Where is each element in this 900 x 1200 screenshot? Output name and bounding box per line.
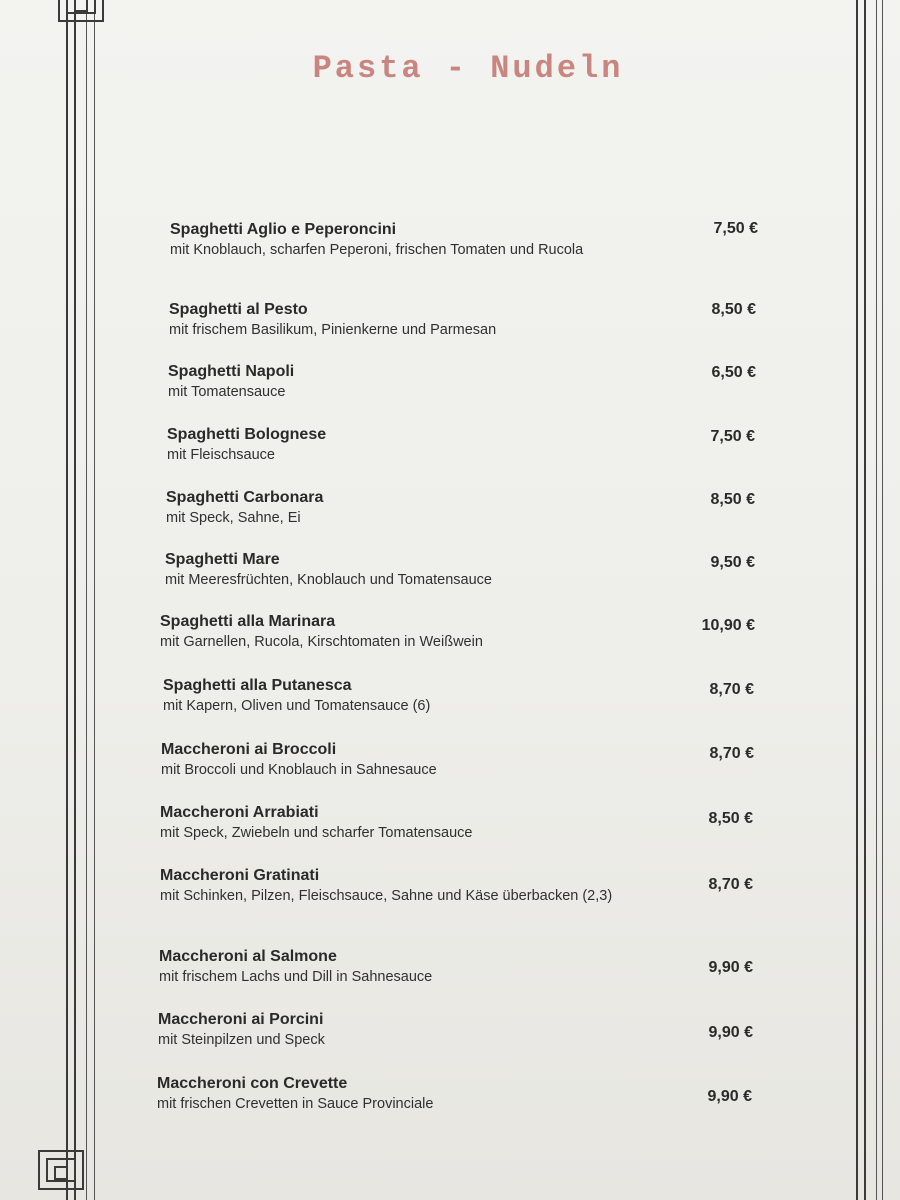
item-description: mit Knoblauch, scharfen Peperoni, frischen Tomaten und Rucola bbox=[170, 242, 584, 258]
item-name: Maccheroni al Salmone bbox=[159, 948, 337, 965]
item-description: mit Garnellen, Rucola, Kirschtomaten in Weißwein bbox=[160, 634, 483, 650]
item-name: Spaghetti alla Marinara bbox=[160, 613, 336, 630]
item-price: 9,90 € bbox=[708, 959, 753, 976]
item-description: mit frischen Crevetten in Sauce Provinciale bbox=[157, 1096, 434, 1112]
item-name: Spaghetti al Pesto bbox=[169, 301, 308, 318]
item-price: 8,70 € bbox=[709, 681, 754, 698]
item-name: Maccheroni ai Porcini bbox=[158, 1011, 324, 1028]
item-name: Spaghetti Mare bbox=[165, 551, 280, 568]
item-description: mit Kapern, Oliven und Tomatensauce (6) bbox=[163, 698, 431, 714]
item-price: 8,50 € bbox=[710, 491, 755, 508]
item-name: Spaghetti Carbonara bbox=[166, 489, 324, 506]
item-price: 10,90 € bbox=[701, 617, 755, 634]
item-price: 9,50 € bbox=[710, 554, 755, 571]
item-name: Spaghetti Bolognese bbox=[167, 426, 327, 443]
item-price: 9,90 € bbox=[707, 1088, 752, 1105]
item-description: mit Speck, Sahne, Ei bbox=[166, 510, 301, 526]
item-description: mit Tomatensauce bbox=[168, 384, 286, 400]
item-description: mit Meeresfrüchten, Knoblauch und Tomatensauce bbox=[165, 572, 492, 588]
item-price: 8,70 € bbox=[709, 745, 754, 762]
item-name: Spaghetti alla Putanesca bbox=[163, 677, 352, 694]
item-name: Maccheroni Gratinati bbox=[160, 867, 320, 884]
item-price: 9,90 € bbox=[708, 1024, 753, 1041]
item-name: Maccheroni con Crevette bbox=[157, 1075, 348, 1092]
item-price: 6,50 € bbox=[711, 364, 756, 381]
item-description: mit Schinken, Pilzen, Fleischsauce, Sahne und Käse überbacken (2,3) bbox=[160, 888, 613, 904]
item-description: mit frischem Lachs und Dill in Sahnesauce bbox=[159, 969, 433, 985]
item-description: mit Broccoli und Knoblauch in Sahnesauce bbox=[161, 762, 437, 778]
item-name: Maccheroni Arrabiati bbox=[160, 804, 319, 821]
item-name: Maccheroni ai Broccoli bbox=[161, 741, 337, 758]
item-description: mit Speck, Zwiebeln und scharfer Tomatensauce bbox=[160, 825, 473, 841]
item-price: 7,50 € bbox=[713, 220, 758, 237]
item-name: Spaghetti Aglio e Peperoncini bbox=[170, 221, 397, 238]
item-name: Spaghetti Napoli bbox=[168, 363, 295, 380]
item-price: 8,70 € bbox=[708, 876, 753, 893]
item-description: mit Steinpilzen und Speck bbox=[158, 1032, 325, 1048]
item-price: 7,50 € bbox=[710, 428, 755, 445]
menu-item bbox=[160, 866, 700, 906]
item-description: mit Fleischsauce bbox=[167, 447, 275, 463]
page-title: Pasta - Nudeln bbox=[312, 50, 624, 87]
item-description: mit frischem Basilikum, Pinienkerne und Parmesan bbox=[169, 322, 497, 338]
item-price: 8,50 € bbox=[708, 810, 753, 827]
item-price: 8,50 € bbox=[711, 301, 756, 318]
